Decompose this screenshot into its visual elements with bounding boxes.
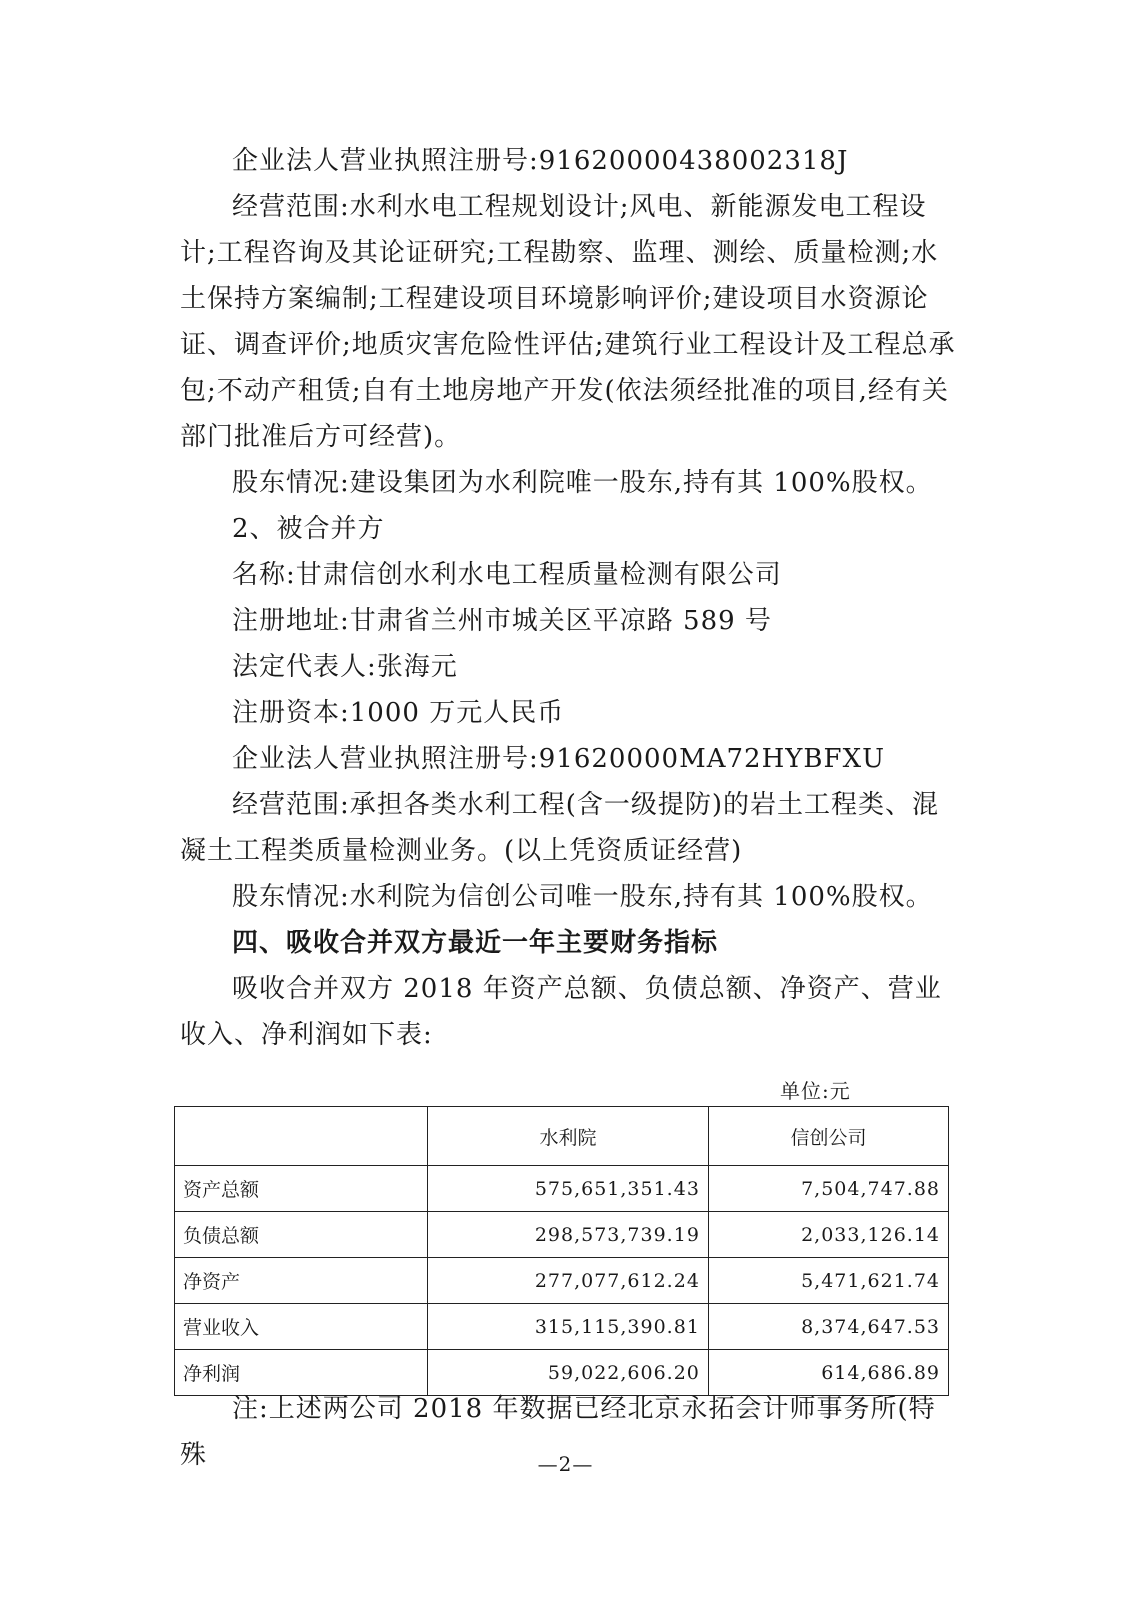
value-shuiliyuan: 298,573,739.19 [428,1212,709,1258]
business-scope-2: 经营范围:承担各类水利工程(含一级提防)的岩土工程类、混凝土工程类质量检测业务。(以上凭资质证经营) [180,790,940,866]
legal-representative: 法定代表人:张海元 [232,652,458,682]
footnote: 注:上述两公司 2018 年数据已经北京永拓会计师事务所(特殊 [180,1394,936,1470]
table-intro: 吸收合并双方 2018 年资产总额、负债总额、净资产、营业收入、净利润如下表: [180,974,942,1050]
shareholder-info-1: 股东情况:建设集团为水利院唯一股东,持有其 100%股权。 [232,468,933,498]
table-row [175,1212,949,1258]
license-number-1: 企业法人营业执照注册号:91620000438002318J [232,146,849,176]
page-number: —2— [537,1452,594,1476]
value-xinchuang: 8,374,647.53 [708,1304,948,1350]
row-label: 负债总额 [175,1212,428,1258]
table-row [175,1304,949,1350]
registered-capital: 注册资本:1000 万元人民币 [232,698,565,728]
value-shuiliyuan: 277,077,612.24 [428,1258,709,1304]
value-xinchuang: 7,504,747.88 [708,1166,948,1212]
unit-label: 单位:元 [780,1079,851,1103]
value-shuiliyuan: 59,022,606.20 [428,1350,709,1396]
row-label: 资产总额 [175,1166,428,1212]
section-heading-financials: 四、吸收合并双方最近一年主要财务指标 [232,928,719,958]
row-label: 净资产 [175,1258,428,1304]
company-name: 名称:甘肃信创水利水电工程质量检测有限公司 [232,560,782,590]
section-merged-party: 2、被合并方 [232,514,385,544]
row-label: 营业收入 [175,1304,428,1350]
value-shuiliyuan: 575,651,351.43 [428,1166,709,1212]
license-number-2: 企业法人营业执照注册号:91620000MA72HYBFXU [232,744,885,774]
header-col-shuiliyuan: 水利院 [428,1107,709,1166]
header-col-xinchuang: 信创公司 [708,1107,948,1166]
financial-table [174,1106,949,1396]
registered-address: 注册地址:甘肃省兰州市城关区平凉路 589 号 [232,606,772,636]
value-xinchuang: 5,471,621.74 [708,1258,948,1304]
table-header-row [175,1107,949,1166]
header-blank-cell [175,1107,428,1166]
value-xinchuang: 2,033,126.14 [708,1212,948,1258]
business-scope-1: 经营范围:水利水电工程规划设计;风电、新能源发电工程设计;工程咨询及其论证研究;工程勘察、监理、测绘、质量检测;水土保持方案编制;工程建设项目环境影响评价;建设项目水资源论证、调查评价;地质灾害危险性评估;建筑行业工程设计及工程总承包;不动产租赁;自有土地房地产开发(依法须经批准的项目,经有关部门批准后方可经营)。 [180,192,956,452]
shareholder-info-2: 股东情况:水利院为信创公司唯一股东,持有其 100%股权。 [232,882,933,912]
table-row [175,1258,949,1304]
value-xinchuang: 614,686.89 [708,1350,948,1396]
row-label: 净利润 [175,1350,428,1396]
value-shuiliyuan: 315,115,390.81 [428,1304,709,1350]
table-row [175,1166,949,1212]
